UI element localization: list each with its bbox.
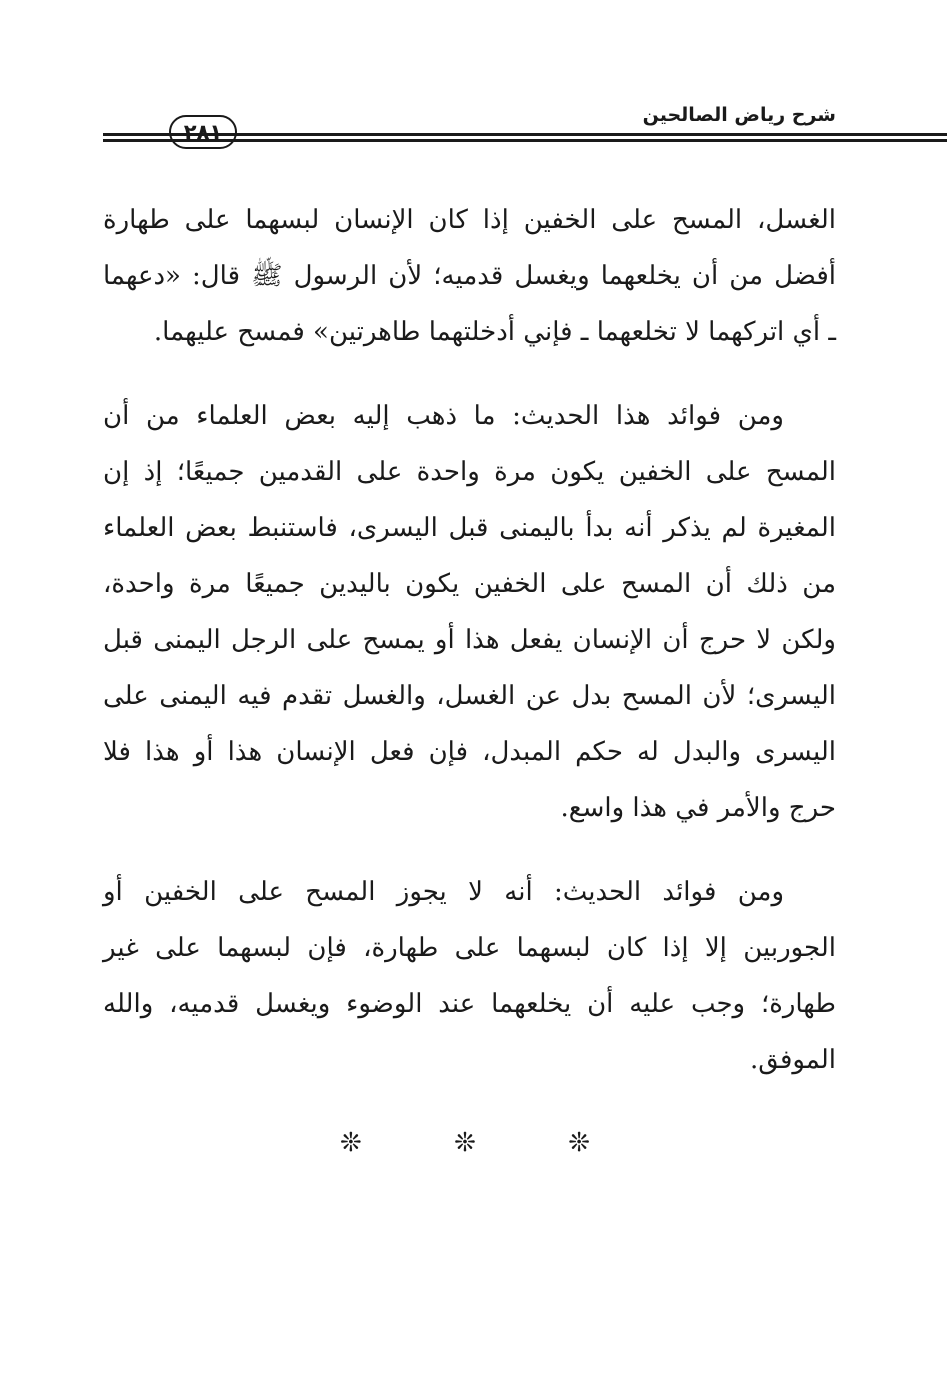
text-line: اليسرى والبدل له حكم المبدل، فإن فعل الإنسان هذا أو هذا فلا: [103, 737, 836, 767]
text-line: أفضل من أن يخلعهما ويغسل قدميه؛ لأن الرسول ﷺ قال: «دعهما: [103, 261, 836, 291]
paragraph-1: [103, 192, 836, 360]
text-line: ومن فوائد الحديث: أنه لا يجوز المسح على الخفين أو: [103, 877, 784, 907]
text-line: الغسل، المسح على الخفين إذا كان الإنسان لبسهما على طهارة: [103, 205, 836, 235]
page-number: ٢٨١: [169, 115, 237, 149]
text-line: ـ أي اتركهما لا تخلعهما ـ فإني أدخلتهما طاهرتين» فمسح عليهما.: [153, 317, 836, 347]
paragraph-2: [103, 388, 836, 836]
text-line: ولكن لا حرج أن الإنسان يفعل هذا أو يمسح على الرجل اليمنى قبل: [103, 625, 836, 655]
text-line: طهارة؛ وجب عليه أن يخلعهما عند الوضوء ويغسل قدميه، والله: [103, 989, 836, 1019]
text-line: المغيرة لم يذكر أنه بدأ باليمنى قبل اليسرى، فاستنبط بعض العلماء: [103, 513, 836, 543]
book-title: شرح رياض الصالحين: [642, 104, 836, 126]
text-line: حرج والأمر في هذا واسع.: [560, 793, 836, 823]
star-ornament-icon: ❊: [568, 1128, 590, 1158]
text-line: من ذلك أن المسح على الخفين يكون باليدين جميعًا مرة واحدة،: [103, 569, 836, 599]
header-rule-right: [134, 133, 947, 142]
page-header: [103, 100, 836, 160]
text-line: المسح على الخفين يكون مرة واحدة على القدمين جميعًا؛ إذ إن: [103, 457, 836, 487]
star-ornament-icon: ❊: [454, 1128, 476, 1158]
section-separator: [340, 1128, 590, 1158]
paragraph-3: [103, 864, 836, 1088]
text-line: الموفق.: [750, 1045, 836, 1075]
header-rule-left: [103, 133, 163, 142]
star-ornament-icon: ❊: [340, 1128, 362, 1158]
text-line: الجوربين إلا إذا كان لبسهما على طهارة، فإن لبسهما على غير: [103, 933, 836, 963]
text-line: اليسرى؛ لأن المسح بدل عن الغسل، والغسل تقدم فيه اليمنى على: [103, 681, 836, 711]
page-body: [103, 192, 836, 1088]
text-line: ومن فوائد هذا الحديث: ما ذهب إليه بعض العلماء من أن: [103, 401, 784, 431]
